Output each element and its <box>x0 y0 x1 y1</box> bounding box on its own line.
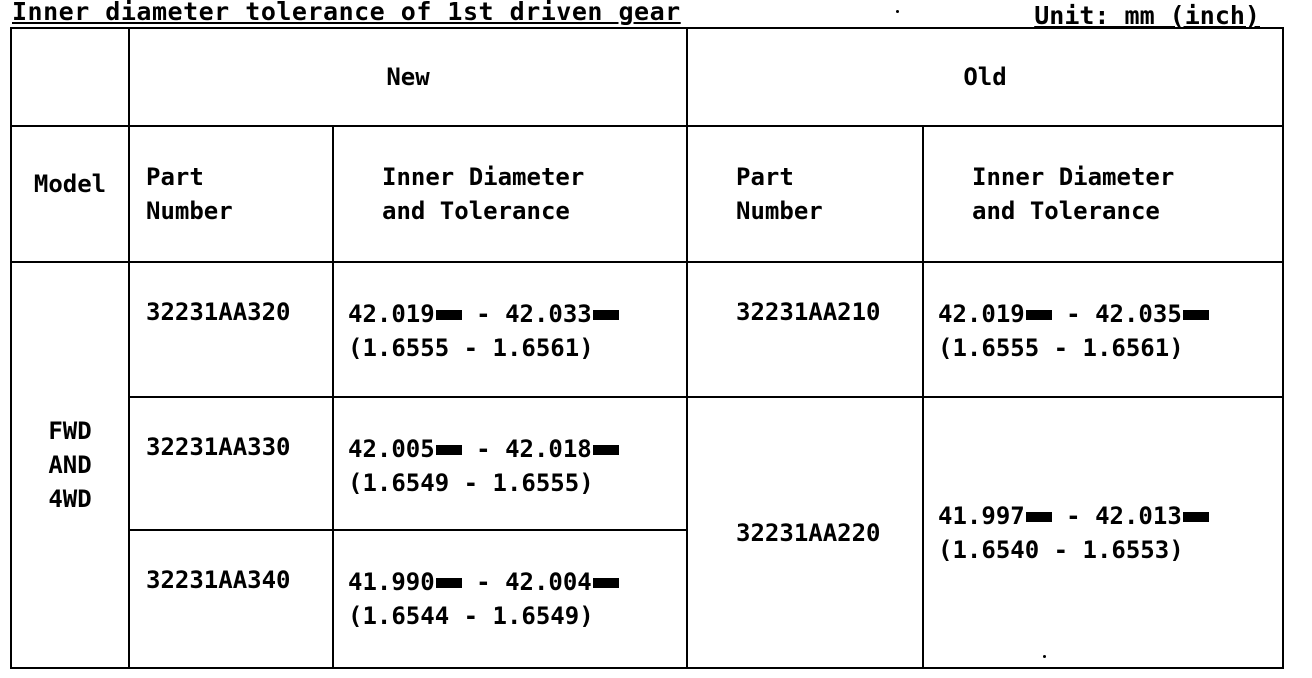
header-line: and Tolerance <box>382 197 570 225</box>
header-line: and Tolerance <box>972 197 1160 225</box>
table-row <box>11 262 1283 397</box>
new-part-number-header <box>129 126 333 262</box>
inch-range: (1.6540 - 1.6553) <box>938 535 1184 564</box>
mm-unit-mark <box>1026 310 1052 320</box>
mm-min: 42.005 <box>348 435 435 463</box>
range-separator: - <box>1051 300 1096 328</box>
inch-range: (1.6555 - 1.6561) <box>938 334 1184 362</box>
blank-corner-cell <box>11 28 129 126</box>
inch-range: (1.6544 - 1.6549) <box>348 602 594 630</box>
header-line: Inner Diameter <box>382 163 585 191</box>
inch-range: (1.6555 - 1.6561) <box>348 334 594 362</box>
mm-max: 42.004 <box>505 568 592 596</box>
mm-max: 42.033 <box>505 300 592 328</box>
mm-range <box>348 297 686 331</box>
new-tolerance-cell <box>333 530 687 668</box>
model-line: 4WD <box>48 485 92 513</box>
title-row <box>0 0 1282 30</box>
range-separator: - <box>461 300 506 328</box>
old-group-header: Old <box>687 28 1283 126</box>
mm-unit-mark <box>593 310 619 320</box>
mm-range <box>348 565 686 599</box>
mm-range <box>938 499 1282 533</box>
tolerance-table <box>10 27 1284 669</box>
mm-unit-mark <box>436 310 462 320</box>
mm-unit-mark <box>1183 512 1209 522</box>
header-line: Part <box>736 163 794 191</box>
mm-max: 42.018 <box>505 435 592 463</box>
inch-range: (1.6549 - 1.6555) <box>348 469 594 497</box>
old-part-number-header <box>687 126 923 262</box>
header-line: Inner Diameter <box>972 163 1175 191</box>
new-group-header: New <box>129 28 687 126</box>
old-inner-diameter-header <box>923 126 1283 262</box>
scan-speck <box>1043 655 1046 658</box>
mm-unit-mark <box>436 578 462 588</box>
mm-range <box>348 432 686 466</box>
range-separator: - <box>1051 501 1096 530</box>
mm-max: 42.035 <box>1095 300 1182 328</box>
table-title: Inner diameter tolerance of 1st driven gear <box>12 0 681 26</box>
new-part-number-cell: 32231AA330 <box>129 397 333 530</box>
group-header-row <box>11 28 1283 126</box>
new-part-number-cell: 32231AA320 <box>129 262 333 397</box>
new-tolerance-cell <box>333 262 687 397</box>
old-tolerance-cell <box>923 397 1283 668</box>
header-line: Number <box>736 197 823 225</box>
mm-unit-mark <box>1026 512 1052 522</box>
column-header-row <box>11 126 1283 262</box>
old-tolerance-cell <box>923 262 1283 397</box>
model-cell <box>11 262 129 668</box>
mm-min: 41.990 <box>348 568 435 596</box>
mm-unit-mark <box>593 578 619 588</box>
unit-label: Unit: mm (inch) <box>1034 1 1260 30</box>
scan-speck <box>896 10 899 13</box>
mm-range <box>938 297 1282 331</box>
header-line: Part <box>146 163 204 191</box>
mm-unit-mark <box>436 445 462 455</box>
new-tolerance-cell <box>333 397 687 530</box>
mm-min: 42.019 <box>348 300 435 328</box>
table-row <box>11 397 1283 530</box>
mm-min: 42.019 <box>938 300 1025 328</box>
mm-min: 41.997 <box>938 501 1025 530</box>
range-separator: - <box>461 435 506 463</box>
mm-unit-mark <box>593 445 619 455</box>
new-inner-diameter-header <box>333 126 687 262</box>
new-part-number-cell: 32231AA340 <box>129 530 333 668</box>
model-line: FWD <box>48 417 92 445</box>
header-line: Number <box>146 197 233 225</box>
model-header: Model <box>11 126 129 262</box>
old-part-number-cell: 32231AA210 <box>687 262 923 397</box>
old-part-number-cell: 32231AA220 <box>687 397 923 668</box>
model-line: AND <box>48 451 92 479</box>
mm-max: 42.013 <box>1095 501 1182 530</box>
range-separator: - <box>461 568 506 596</box>
mm-unit-mark <box>1183 310 1209 320</box>
